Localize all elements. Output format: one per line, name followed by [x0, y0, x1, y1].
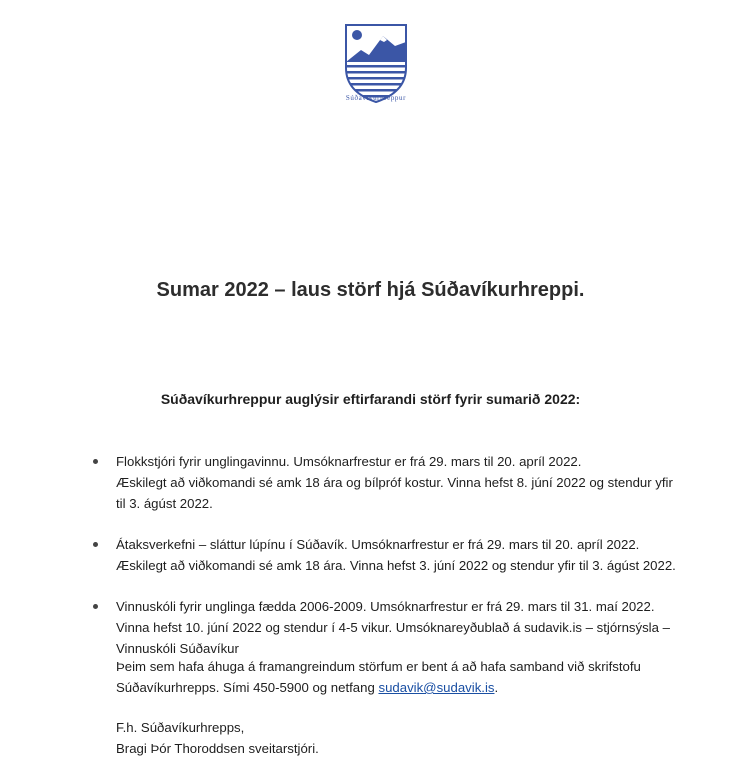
signoff-line: F.h. Súðavíkurhrepps,	[116, 720, 245, 735]
signoff	[116, 717, 716, 759]
job-text-line: til 3. ágúst 2022.	[116, 496, 213, 511]
job-text-line: Vinnuskóli fyrir unglinga fædda 2006-2009. Umsóknarfrestur er frá 29. mars til 31. maí 2022.	[116, 599, 655, 614]
job-text-line: Vinnuskóli Súðavíkur	[116, 641, 239, 656]
list-item	[92, 596, 692, 659]
email-link[interactable]: sudavik@sudavik.is	[378, 680, 495, 695]
bullet-icon	[93, 459, 98, 464]
list-item	[92, 534, 692, 576]
contact-paragraph	[116, 656, 716, 698]
logo-text: Súðavíkurhreppur	[345, 94, 407, 102]
contact-text-line: Þeim sem hafa áhuga á framangreindum störfum er bent á að hafa samband við skrifstofu	[116, 659, 641, 674]
page-title: Sumar 2022 – laus störf hjá Súðavíkurhreppi.	[156, 279, 585, 301]
contact-text-prefix: Súðavíkurhrepps. Sími 450-5900 og netfang	[116, 680, 379, 695]
bullet-icon	[93, 604, 98, 609]
list-item	[92, 451, 692, 514]
job-text-line: Flokkstjóri fyrir unglingavinnu. Umsóknarfrestur er frá 29. mars til 20. apríl 2022.	[116, 454, 582, 469]
mountain-crest-icon	[343, 22, 409, 104]
job-text-line: Vinna hefst 10. júní 2022 og stendur í 4-5 vikur. Umsóknareyðublað á sudavik.is – stjórnsýsla –	[116, 620, 670, 635]
contact-text-suffix: .	[494, 680, 499, 695]
job-text-line: Æskilegt að viðkomandi sé amk 18 ára. Vinna hefst 3. júní 2022 og stendur yfir til 3. ágúst 2022.	[116, 558, 676, 573]
bullet-icon	[93, 542, 98, 547]
job-list	[92, 451, 692, 659]
page-subtitle: Súðavíkurhreppur auglýsir eftirfarandi störf fyrir sumarið 2022:	[160, 391, 581, 407]
signature-name: Bragi Þór Thoroddsen sveitarstjóri.	[116, 741, 319, 756]
job-text-line: Átaksverkefni – sláttur lúpínu í Súðavík. Umsóknarfrestur er frá 29. mars til 20. apríl 2022.	[116, 537, 640, 552]
job-text-line: Æskilegt að viðkomandi sé amk 18 ára og bílpróf kostur. Vinna hefst 8. júní 2022 og stendur yfir	[116, 475, 673, 490]
contact-text-line	[116, 677, 716, 698]
